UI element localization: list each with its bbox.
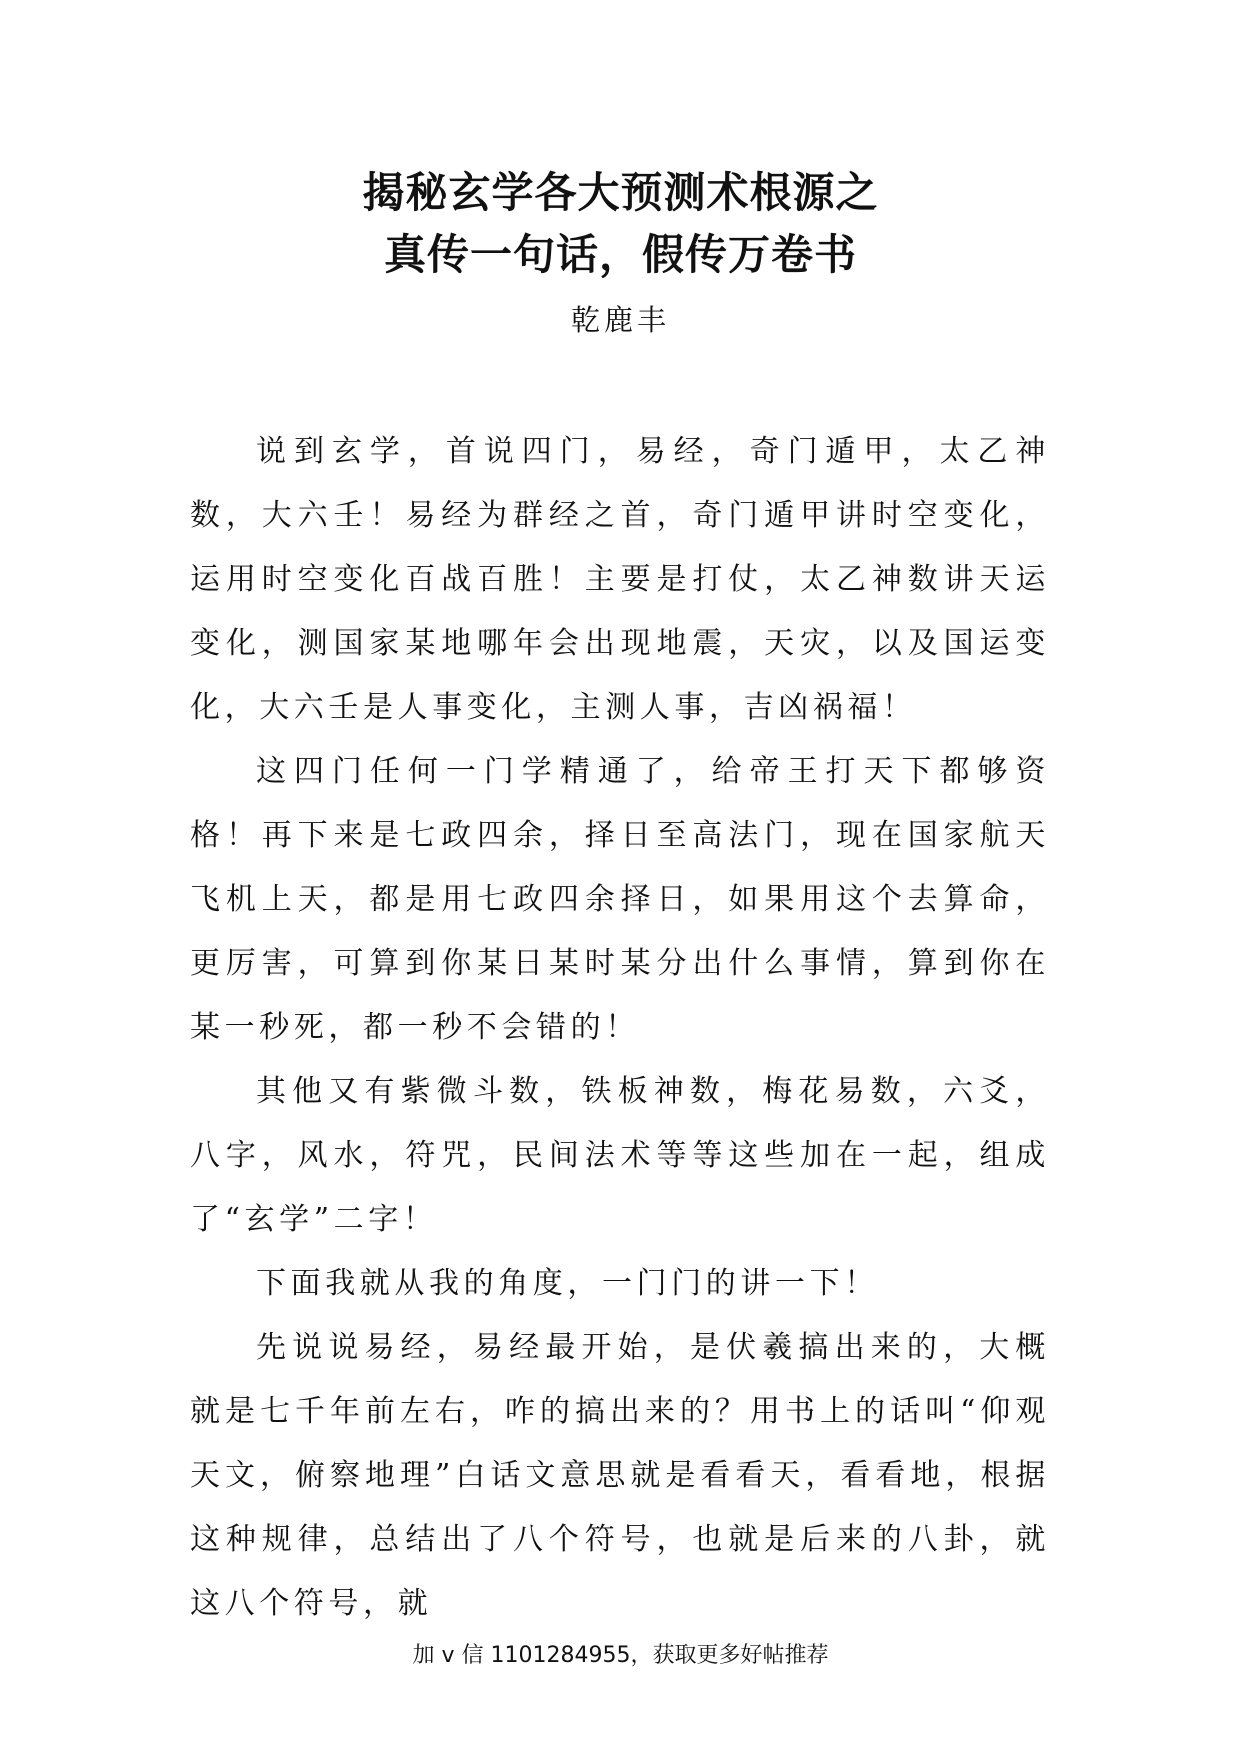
paragraph: 先说说易经，易经最开始，是伏羲搞出来的，大概就是七千年前左右，咋的搞出来的？用书上的话叫“仰观天文，俯察地理”白话文意思就是看看天，看看地，根据这种规律，总结出了八个符号，也就是后来的八卦，就这八个符号，就 bbox=[190, 1330, 1050, 1621]
page-footer-note: 加 v 信 1101284955，获取更多好帖推荐 bbox=[412, 1643, 829, 1668]
paragraph: 这四门任何一门学精通了，给帝王打天下都够资格！再下来是七政四余，择日至高法门，现在国家航天飞机上天，都是用七政四余择日，如果用这个去算命，更厉害，可算到你某日某时某分出什么事情，算到你在某一秒死，都一秒不会错的！ bbox=[190, 754, 1050, 1045]
document-title-line-2: 真传一句话，假传万卷书 bbox=[383, 230, 857, 279]
paragraph: 下面我就从我的角度，一门门的讲一下！ bbox=[256, 1266, 879, 1301]
paragraph: 其他又有紫微斗数，铁板神数，梅花易数，六爻，八字，风水，符咒，民间法术等等这些加在一起，组成了“玄学”二字！ bbox=[190, 1074, 1050, 1237]
author-name: 乾鹿丰 bbox=[570, 303, 670, 337]
document-title-line-1: 揭秘玄学各大预测术根源之 bbox=[362, 168, 879, 217]
document-body bbox=[190, 420, 1050, 1636]
paragraph: 说到玄学，首说四门，易经，奇门遁甲，太乙神数，大六壬！易经为群经之首，奇门遁甲讲时空变化，运用时空变化百战百胜！主要是打仗，太乙神数讲天运变化，测国家某地哪年会出现地震，天灾，以及国运变化，大六壬是人事变化，主测人事，吉凶祸福！ bbox=[190, 434, 1050, 725]
